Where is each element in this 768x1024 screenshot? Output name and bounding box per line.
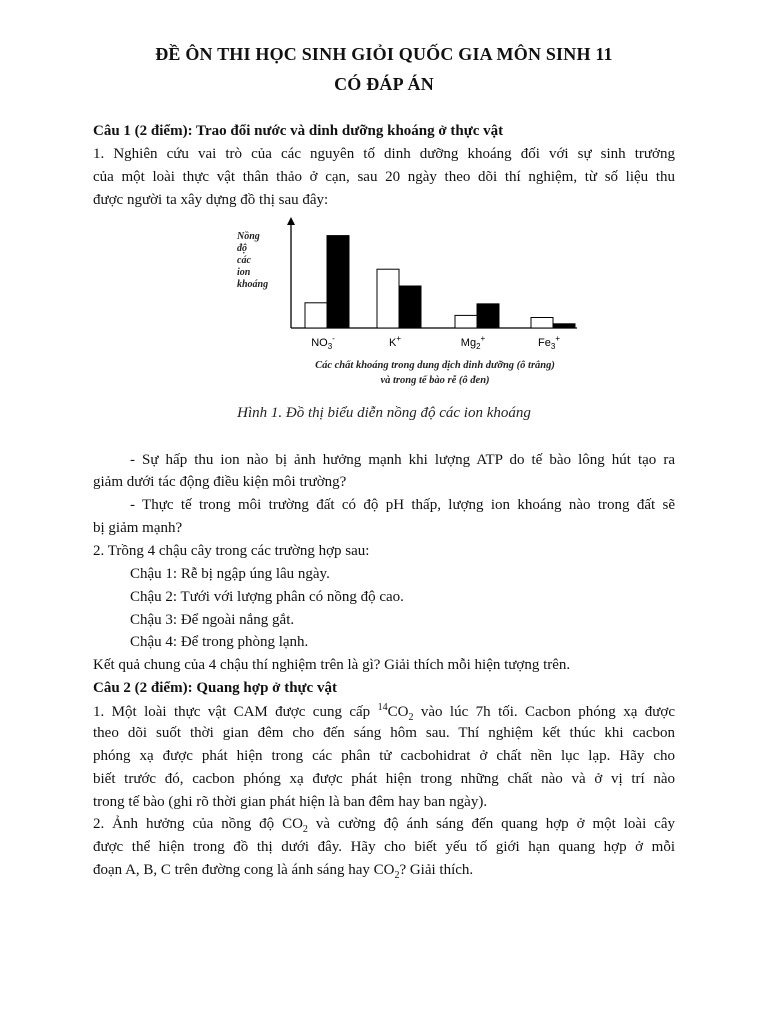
q1-part-2-intro: 2. Trồng 4 chậu cây trong các trường hợp sau: [93,543,370,559]
bar-Mg2-s0 [455,315,477,328]
svg-text:Nồngđộcácionkhoáng [236,231,268,290]
q1-paragraph-line: 1. Nghiên cứu vai trò của các nguyên tố dinh dưỡng khoáng đối với sự sinh trưởng [93,146,675,162]
q2-paragraph-2-line: được thể hiện trong đồ thị dưới đây. Hãy cho biết yếu tố giới hạn quang hợp ở mỗi [93,839,675,855]
pot-item: Chậu 3: Để ngoài nắng gắt. [130,612,295,628]
document-title-line-1: ĐỀ ÔN THI HỌC SINH GIỎI QUỐC GIA MÔN SINH 11 [155,44,613,64]
bar-Fe3-s0 [531,318,553,329]
pot-item: Chậu 2: Tưới với lượng phân có nồng độ cao. [130,589,404,605]
category-label: $NO_3^-$ [311,334,335,351]
bar-NO3-s1 [327,236,349,328]
bar-K-s1 [399,286,421,328]
document-title-line-2: CÓ ĐÁP ÁN [334,74,434,94]
x-axis-label-line-2: và trong tế bào rễ (ô đen) [380,375,490,386]
q1-paragraph-line: của một loài thực vật thân thảo ở cạn, sau 20 ngày theo dõi thí nghiệm, từ số liệu thu [93,169,675,185]
ion-concentration-chart [225,213,595,393]
pot-item: Chậu 4: Để trong phòng lạnh. [130,634,309,650]
y-axis-label-word: độ [237,243,247,254]
q1-question-b-line: - Thực tế trong môi trường đất có độ pH thấp, lượng ion khoáng nào trong đất sẽ [130,497,675,513]
y-axis-label-word: ion [237,267,251,278]
q2-p2-text: ? Giải thích. [399,862,474,878]
x-axis-label-line-1: Các chất khoáng trong dung dịch dinh dưỡng (ô trắng) [315,360,555,371]
q2-paragraph-1-line: trong tế bào (ghi rõ thời gian phát hiện là ban đêm hay ban ngày). [93,794,488,810]
category-label: $Mg_2^+$ [460,334,486,351]
subscript-2: 2 [302,824,308,835]
y-axis-label-word: khoáng [237,279,269,290]
subscript-2: 2 [408,712,414,723]
bar-Fe3-s1 [553,324,575,328]
q2-p2-text: đoạn A, B, C trên đường cong là ánh sáng hay CO [93,862,395,878]
question-1-heading: Câu 1 (2 điểm): Trao đổi nước và dinh dưỡng khoáng ở thực vật [93,123,504,139]
category-label: K+ [388,334,402,349]
figure-caption: Hình 1. Đồ thị biểu diễn nồng độ các ion khoáng [237,405,531,421]
co2-text: CO [387,704,409,720]
bar-NO3-s0 [305,303,327,328]
y-axis-label [236,231,268,290]
subscript-2: 2 [394,870,400,881]
q1-paragraph-line: được người ta xây dựng đồ thị sau đây: [93,192,329,208]
q2-paragraph-2-line [93,862,473,881]
q2-paragraph-1-line: biết trước đó, cacbon phóng xạ được phát hiện trong những chất nào và ở vị trí nào [93,771,675,787]
q1-result-question: Kết quả chung của 4 chậu thí nghiệm trên là gì? Giải thích mỗi hiện tượng trên. [93,657,571,673]
q2-paragraph-1-line: theo dõi suốt thời gian đêm cho đến sáng hôm sau. Thí nghiệm kết thúc khi cacbon [93,725,675,741]
y-axis-label-word: các [237,255,251,266]
q2-paragraph-1-line: phóng xạ được phát hiện trong các phân tử cacbohidrat ở chất nền lục lạp. Hãy cho [93,748,675,764]
q2-paragraph-2-line [93,816,675,835]
bar-Mg2-s1 [477,304,499,328]
q1-question-a-line: giảm dưới tác động điều kiện môi trường? [93,474,347,490]
y-axis-label-word: Nồng [237,231,260,242]
q2-p1-text: 1. Một loài thực vật CAM được cung cấp [93,704,378,720]
q2-paragraph-1-line [93,702,675,723]
y-axis-arrow [287,217,295,225]
bar-K-s0 [377,269,399,328]
q1-question-a-line: - Sự hấp thu ion nào bị ảnh hưởng mạnh khi lượng ATP do tế bào lông hút tạo ra [130,452,675,468]
q1-question-b-line: bị giảm mạnh? [93,520,183,536]
pot-item: Chậu 1: Rễ bị ngập úng lâu ngày. [130,566,330,582]
question-2-heading: Câu 2 (2 điểm): Quang hợp ở thực vật [93,680,337,696]
q2-p2-text: 2. Ảnh hưởng của nồng độ CO [93,816,303,832]
category-label: $Fe_3^+$ [538,334,560,351]
isotope-superscript: 14 [377,702,388,713]
q2-p1-text: vào lúc 7h tối. Cacbon phóng xạ được [413,704,675,720]
q2-p2-text: và cường độ ánh sáng đến quang hợp ở một loài cây [307,816,675,832]
